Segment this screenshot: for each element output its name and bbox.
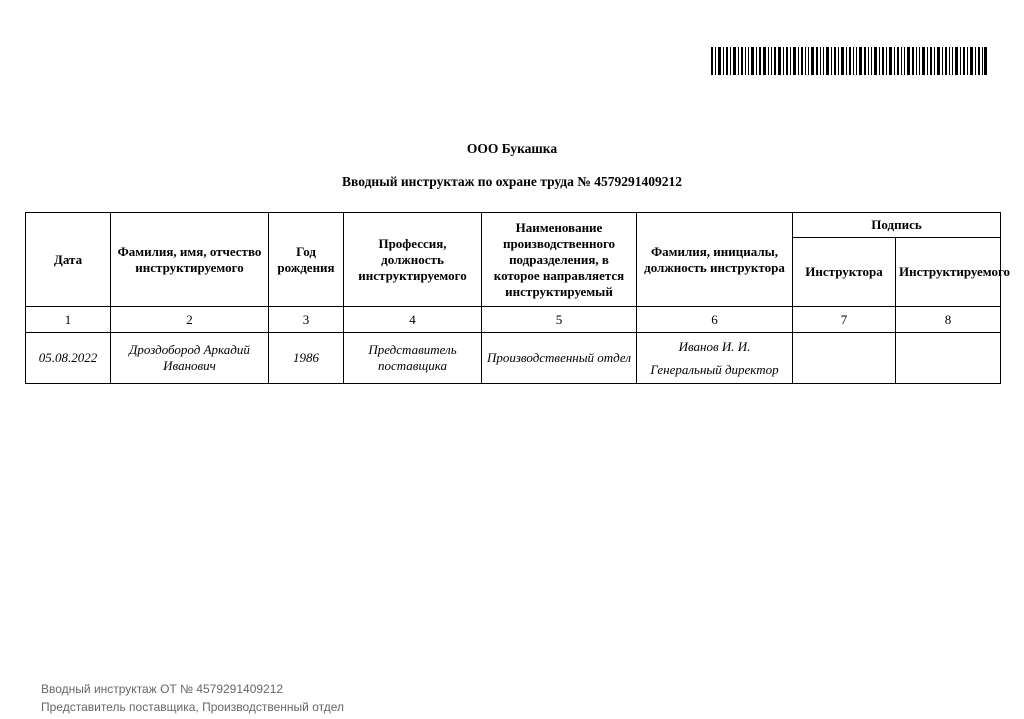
organization-name: ООО Букашка — [466, 141, 558, 156]
header-date: Дата — [26, 213, 111, 307]
column-number: 8 — [896, 307, 1001, 333]
column-number: 4 — [344, 307, 482, 333]
table-row — [26, 333, 1001, 384]
column-number: 2 — [111, 307, 269, 333]
header-instructor: Фамилия, инициалы, должность инструктора — [637, 213, 793, 307]
column-number: 1 — [26, 307, 111, 333]
cell-signature-instructor — [793, 333, 896, 384]
cell-department: Производственный отдел — [482, 333, 637, 384]
column-number: 3 — [269, 307, 344, 333]
cell-birth-year: 1986 — [269, 333, 344, 384]
cell-signature-trainee — [896, 333, 1001, 384]
header-department: Наименование производственного подразделения, в которое направляется инструктируемый — [482, 213, 637, 307]
instructor-position: Генеральный директор — [650, 361, 779, 377]
header-fio: Фамилия, имя, отчество инструктируемого — [111, 213, 269, 307]
header-profession: Профессия, должность инструктируемого — [344, 213, 482, 307]
barcode — [711, 47, 987, 75]
header-signature: Подпись — [793, 213, 1001, 238]
document-title: Вводный инструктаж по охране труда № 4579291409212 — [342, 174, 682, 189]
cell-date: 05.08.2022 — [26, 333, 111, 384]
column-number: 6 — [637, 307, 793, 333]
footer-document-ref: Вводный инструктаж ОТ № 4579291409212 — [41, 682, 284, 696]
cell-profession: Представитель поставщика — [344, 333, 482, 384]
header-signature-trainee: Инструктируемого — [896, 238, 1001, 307]
header-row — [26, 213, 1001, 238]
column-number-row — [26, 307, 1001, 333]
footer-trainee-info: Представитель поставщика, Производственный отдел — [41, 700, 345, 714]
cell-instructor — [637, 333, 793, 384]
header-signature-instructor: Инструктора — [793, 238, 896, 307]
instruction-journal-table — [25, 212, 1011, 384]
column-number: 7 — [793, 307, 896, 333]
cell-fio: Дроздобород Аркадий Иванович — [111, 333, 269, 384]
header-birth-year: Год рождения — [269, 213, 344, 307]
instructor-name: Иванов И. И. — [678, 338, 751, 354]
column-number: 5 — [482, 307, 637, 333]
